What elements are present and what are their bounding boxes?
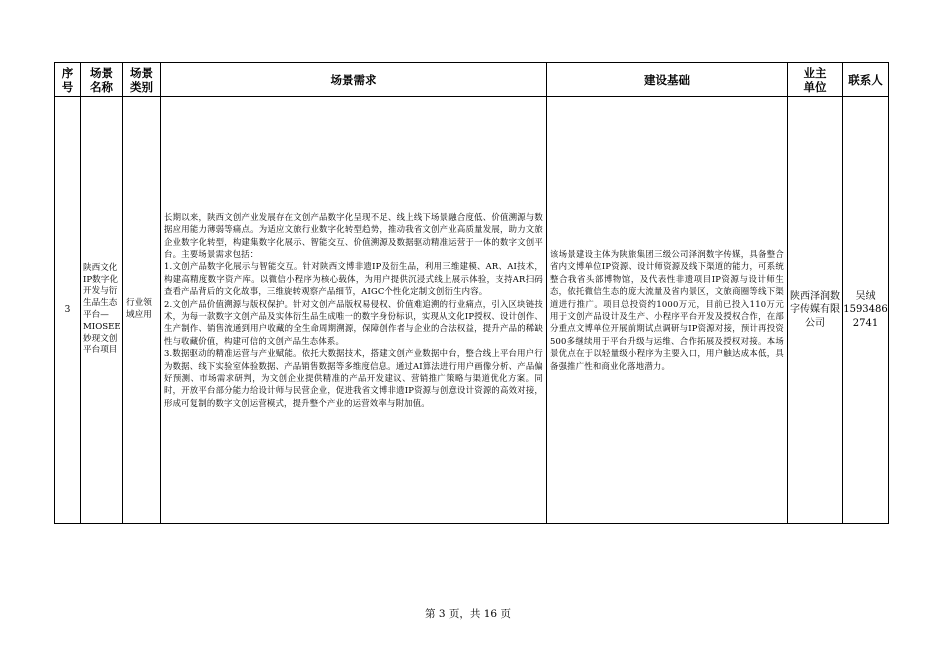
header-id-text: 序 号 [61,65,74,94]
header-name [81,63,123,97]
cell-id: 3 [55,97,81,524]
header-requirement: 场景需求 [161,63,547,97]
cell-scenario-category: 行业领域应用 [123,97,161,524]
cell-basis [547,97,788,524]
contact-phone: 1593486 2741 [843,304,888,329]
header-category [123,63,161,97]
header-owner-text: 业主 单位 [803,65,827,94]
cell-contact [843,97,889,524]
header-category-text: 场景 类别 [130,65,153,94]
header-id [55,63,81,97]
header-owner [788,63,843,97]
cell-owner: 陕西泽润数字传媒有限公司 [788,97,843,524]
requirement-text: 长期以来，陕西文创产业发展存在文创产品数字化呈现不足、线上线下场景融合度低、价值溯源与数据应用能力薄弱等痛点。为适应文旅行业数字化转型趋势，推动我省文创产业高质量发展，助力文旅企业数字化转型，构建集数字化展示、智能交互、价值溯源及数据驱动精准运营于一体的数字文创平台。主要场景需求包括： 1.文创产品数字化展示与智能交互。针对陕西文博非遗IP及衍生品，利用三维建模、AR、AI技术，构建高精度数字资产库。以微信小程序为核心载体，为用户提供沉浸式线上展示体验，支持AR扫码查看产品背后的文化故事，三维旋转观察产品细节，AIGC个性化定制文创衍生内容。 2.文创产品价值溯源与版权保护。针对文创产品版权易侵权、价值难追溯的行业痛点，引入区块链技术，为每一款数字文创产品及实体衍生品生成唯一的数字身份标识，实现从文化IP授权、设计创作、生产制作、销售流通到用户收藏的全生命周期溯源，保障创作者与企业的合法权益，提升产品的稀缺性与收藏价值，构建可信的文创产品生态体系。 3.数据驱动的精准运营与产业赋能。依托大数据技术，搭建文创产业数据中台，整合线上平台用户行为数据、线下实验室体验数据、产品销售数据等多维度信息。通过AI算法进行用户画像分析、产品偏好预测、市场需求研判，为文创企业提供精准的产品开发建议、营销推广策略与渠道优化方案。同时，开放平台部分能力给设计师与民营企业，促进我省文博非遗IP资源与创意设计资源的高效对接，形成可复制的数字文创运营模式，提升整个产业的运营效率与附加值。 [164,211,543,408]
cell-requirement [161,97,547,524]
header-basis: 建设基础 [547,63,788,97]
scenario-table [54,62,889,524]
table-row [55,97,889,524]
basis-text: 该场景建设主体为陕旅集团三级公司泽润数字传媒，具备整合省内文博单位IP资源、设计师资源及线下渠道的能力，可系统整合我省头部博物馆，及代表性非遗项目IP资源与设计师生态，依托微信生态的庞大流量及省内景区，文旅商圈等线下渠道进行推广。项目总投资约1000万元，目前已投入110万元用于文创产品设计及生产、小程序平台开发及授权合作，在部分重点文博单位开展前期试点调研与IP资源对接，预计再投资500多继续用于平台升级与运维、合作拓展及授权对接。本场景优点在于以轻量级小程序为主要入口，用户触达成本低，具备强推广性和商业化落地潜力。 [550,248,784,371]
cell-scenario-name: 陕西文化IP数字化开发与衍生品生态平台—MIOSEE妙现文创平台项目 [81,97,123,524]
header-contact: 联系人 [843,63,889,97]
page-footer: 第 3 页，共 16 页 [425,608,511,620]
table-header-row [55,63,889,97]
header-name-text: 场景 名称 [90,65,113,94]
contact-name: 吴绒 [855,290,876,302]
